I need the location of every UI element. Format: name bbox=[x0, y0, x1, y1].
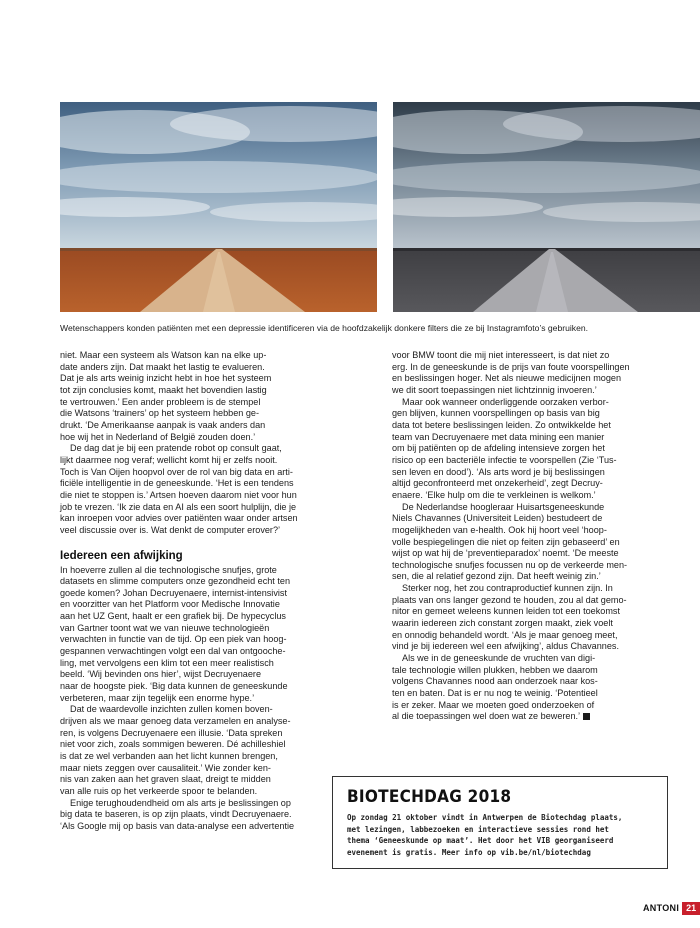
text-line: van Gartner toont wat we van nieuwe technologieën bbox=[60, 622, 270, 633]
text-line: erg. In de geneeskunde is de prijs van foute voorspellingen bbox=[392, 361, 630, 372]
text-line: waarin iedereen zich constant zorgen maakt, ziek voelt bbox=[392, 618, 613, 629]
text-line: ling, met vervolgens een klim tot een meer realistisch bbox=[60, 657, 274, 668]
text-line: hoe wij het in Nederland of België zouden doen.’ bbox=[60, 431, 256, 442]
page-number: 21 bbox=[682, 902, 700, 915]
text-line: niet. Maar een systeem als Watson kan na elke up- bbox=[60, 350, 267, 360]
text-line: plaats van ons langer gezond te houden, zou al dat gemo- bbox=[392, 594, 627, 605]
text-line: Dat je als arts weinig inzicht hebt in hoe het systeem bbox=[60, 373, 272, 384]
end-of-article-icon bbox=[583, 713, 590, 720]
page-footer bbox=[643, 902, 700, 915]
text-line: lijkt daarmee nog veraf; wellicht komt hij er zelfs nooit. bbox=[60, 454, 278, 465]
text-line: verwachten in functie van de tijd. Op een piek van hoog- bbox=[60, 634, 287, 645]
text-line: sen, die al relatief gezond zijn. Dat heeft weinig zin.’ bbox=[392, 571, 601, 582]
paragraph bbox=[392, 397, 700, 502]
paragraph bbox=[60, 350, 375, 443]
text-line: gespannen verwachtingen volgt een dal van ontgooche- bbox=[60, 646, 286, 657]
text-line: maar niets zeggen over causaliteit.’ Wie zonder ken- bbox=[60, 762, 271, 773]
text-line: Maar ook wanneer onderliggende oorzaken verbor- bbox=[402, 396, 609, 407]
paragraph bbox=[60, 704, 375, 797]
text-line: gen blijven, kunnen voorspellingen op basis van big bbox=[392, 408, 600, 419]
photo-caption: Wetenschappers konden patiënten met een depressie identificeren via de hoofdzakelijk donkere filters die ze bij Instagramfoto’s gebruiken. bbox=[60, 323, 589, 333]
text-line: veel discussie over is. Wat denkt de computer erover?’ bbox=[60, 524, 281, 535]
text-line: altijd geconfronteerd met onzekerheid’, zegt Decruy- bbox=[392, 478, 603, 489]
section-heading: Iedereen een afwijking bbox=[60, 549, 183, 562]
text-line: naar de hoogste piek. ‘Big data kunnen de geneeskunde bbox=[60, 681, 288, 692]
road-photo-color-image bbox=[60, 102, 377, 312]
road-photo-filtered bbox=[393, 102, 700, 312]
text-line: big data te baseren, is op zijn plaats, vindt Decruyenaere. bbox=[60, 809, 292, 820]
article-column-right bbox=[392, 350, 700, 723]
text-line: te vertrouwen.’ Een ander probleem is de stempel bbox=[60, 396, 261, 407]
paragraph bbox=[392, 583, 700, 653]
text-line: en beslissingen hoger. Net als nieuwe medicijnen mogen bbox=[392, 373, 621, 384]
text-line: Enige terughoudendheid om als arts je beslissingen op bbox=[70, 797, 291, 808]
text-line: enaere. ‘Elke hulp om die te verkleinen is welkom.’ bbox=[392, 489, 596, 500]
text-line: volle bespiegelingen die niet op feiten zijn gebaseerd’ en bbox=[392, 536, 620, 547]
text-line-last bbox=[392, 711, 700, 723]
box-text-line: met lezingen, labbezoeken en interactieve sessies rond het bbox=[347, 824, 609, 834]
text-line: drijven als we maar genoeg data verzamelen en analyse- bbox=[60, 716, 291, 727]
text-line: In hoeverre zullen al die technologische snufjes, grote bbox=[60, 564, 277, 575]
text-line: Toch is Van Oijen hoopvol over de rol van big data en arti- bbox=[60, 466, 293, 477]
paragraph bbox=[60, 443, 375, 536]
text-line: van alle ruis op het verkeerde spoor te belanden. bbox=[60, 785, 258, 796]
text-line: ‘Als Google mij op basis van data-analyse een advertentie bbox=[60, 820, 295, 831]
text-line: goede komen? Johan Decruyenaere, internist-intensivist bbox=[60, 587, 287, 598]
text-line: mogelijkheden van e-health. Ook hij hoort veel ‘hoop- bbox=[392, 524, 607, 535]
text-line: risico op een bacteriële infectie te voorspellen (Zie ‘Tus- bbox=[392, 454, 617, 465]
article-column-left bbox=[60, 350, 375, 833]
road-photo-color bbox=[60, 102, 377, 312]
paragraph bbox=[392, 350, 700, 397]
text-line: aan het UZ Gent, haalt er een grafiek bij. De hypecyclus bbox=[60, 611, 286, 622]
text-line: Niels Chavannes (Universiteit Leiden) bestudeert de bbox=[392, 513, 603, 524]
text-line: technologische snufjes focussen nu op de verkeerde men- bbox=[392, 559, 628, 570]
text-line: data tot betere beslissingen leiden. Zo ontwikkelde het bbox=[392, 419, 611, 430]
text-line: is dat ze wel verbanden aan het licht kunnen brengen, bbox=[60, 751, 278, 761]
text-line: job te vrezen. ‘Ik zie data en AI als een soort hulplijn, die je bbox=[60, 501, 297, 512]
box-text-line: thema ‘Geneeskunde op maat’. Het door het VIB georganiseerd bbox=[347, 836, 614, 845]
box-body bbox=[347, 812, 653, 858]
text-line: beeld. ‘Wij bevinden ons hier’, wijst Decruyenaere bbox=[60, 669, 262, 680]
text-line: is er zeker. Maar we moeten goed onderzoeken of bbox=[392, 699, 595, 710]
text-line: en voorzitter van het Platform voor Medische Innovatie bbox=[60, 599, 280, 610]
text-line: De Nederlandse hoogleraar Huisartsgeneeskunde bbox=[402, 501, 605, 512]
magazine-name: ANTONI bbox=[643, 903, 680, 913]
text-line: date anders zijn. Dat maakt het lastig te evalueren. bbox=[60, 361, 265, 372]
text-line: Als we in de geneeskunde de vruchten van digi- bbox=[402, 653, 596, 664]
text-line: kan inroepen voor advies over patiënten waar onder artsen bbox=[60, 513, 298, 524]
paragraph bbox=[60, 798, 375, 833]
text-line: nitor en gemeet weleens kunnen leiden tot een toekomst bbox=[392, 606, 620, 617]
box-title: BIOTECHDAG 2018 bbox=[347, 787, 512, 807]
text-line: tot zijn conclusies komt, maakt het bovendien lastig bbox=[60, 384, 267, 395]
text-line: nis van zaken aan het graven slaat, dreigt te midden bbox=[60, 774, 271, 785]
text-line: wijst op wat hij de ‘preventieparadox’ noemt. ‘De meeste bbox=[392, 548, 619, 559]
text-line: team van Decruyenaere met data mining een manier bbox=[392, 431, 605, 442]
text-line: ten en baten. Dat is er nu nog te weinig. ‘Potentieel bbox=[392, 688, 598, 699]
text-line: die Watsons ‘trainers’ op het systeem hebben ge- bbox=[60, 408, 259, 419]
text-line: ren, is volgens Decruyenaere een illusie. ‘Data spreken bbox=[60, 727, 283, 738]
text-line: Dat de waardevolle inzichten zullen komen boven- bbox=[70, 704, 273, 715]
paragraph bbox=[60, 565, 375, 705]
text-line: Sterker nog, het zou contraproductief kunnen zijn. In bbox=[402, 583, 613, 594]
text-line: die niet te stoppen is.’ Artsen hoeven daarom niet voor hun bbox=[60, 489, 297, 500]
text-line: datasets en slimme computers onze gezondheid echt ten bbox=[60, 576, 291, 587]
text-line: niet voor zich, zoals sommigen beweren. Dé achilleshiel bbox=[60, 739, 286, 750]
text-line: we dit soort toepassingen niet lichtzinnig invoeren.’ bbox=[392, 384, 597, 395]
box-text-line: Op zondag 21 oktober vindt in Antwerpen de Biotechdag plaats, bbox=[347, 813, 623, 822]
text-line: tale technologie willen plukken, hebben we daarom bbox=[392, 664, 598, 675]
text-line: sen leven en dood’). ‘Als arts word je bij beslissingen bbox=[392, 466, 605, 477]
text-line: De dag dat je bij een pratende robot op consult gaat, bbox=[70, 443, 282, 454]
text-line: ficiële intelligentie in de geneeskunde. ‘Het is een tendens bbox=[60, 478, 294, 489]
text-line: en onnodig behandeld wordt. ‘Als je maar genoeg meet, bbox=[392, 629, 618, 640]
text-line: volgens Chavannes nood aan onderzoek naar kos- bbox=[392, 676, 598, 687]
text-line: voor BMW toont die mij niet interesseert, is dat niet zo bbox=[392, 350, 610, 360]
box-text-line: evenement is gratis. Meer info op vib.be/nl/biotechdag bbox=[347, 847, 591, 857]
text-line: drukt. ‘De Amerikaanse aanpak is vaak anders dan bbox=[60, 419, 266, 430]
text-line: om bij patiënten op de afdeling intensieve zorgen het bbox=[392, 443, 605, 454]
biotechdag-info-box bbox=[332, 776, 668, 869]
text-line: verbeteren, maar zijn tegelijk een enorme hype.’ bbox=[60, 692, 255, 703]
text-line-text: al die toepassingen wel doen wat ze beweren.’ bbox=[392, 711, 581, 722]
road-photo-filtered-image bbox=[393, 102, 700, 312]
paragraph bbox=[392, 502, 700, 584]
paragraph bbox=[392, 653, 700, 723]
text-line: vind je bij iedereen wel een afwijking’, aldus Chavannes. bbox=[392, 641, 619, 652]
